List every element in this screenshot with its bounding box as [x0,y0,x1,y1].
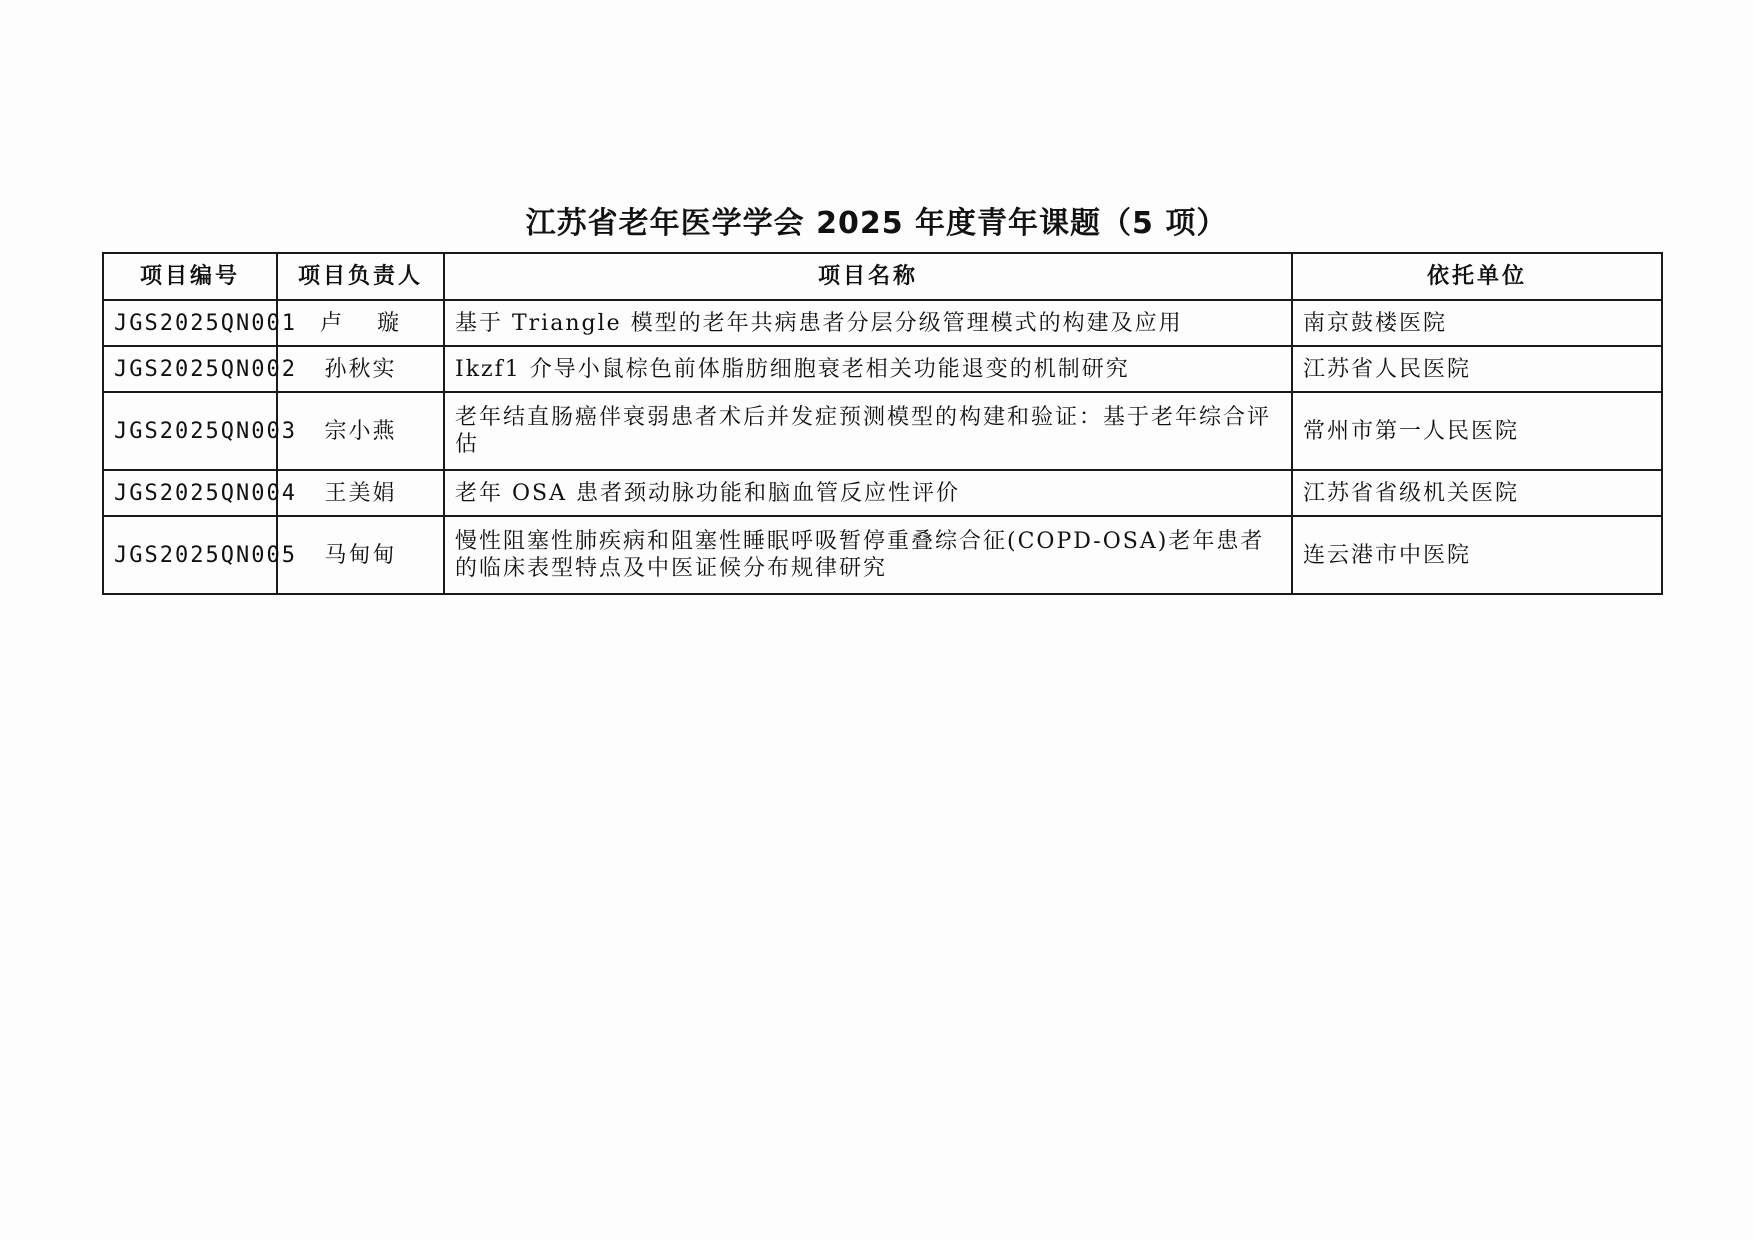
header-host-unit: 依托单位 [1292,253,1662,300]
header-project-name: 项目名称 [444,253,1292,300]
table-row [103,346,1662,392]
table-row [103,300,1662,346]
project-name: Ikzf1 介导小鼠棕色前体脂肪细胞衰老相关功能退变的机制研究 [444,346,1292,392]
project-lead: 马甸甸 [277,516,444,594]
table-row [103,470,1662,516]
project-lead: 王美娟 [277,470,444,516]
table-row [103,516,1662,594]
projects-table [102,252,1663,595]
project-lead: 孙秋实 [277,346,444,392]
project-code: JGS2025QN005 [103,516,277,594]
project-name: 基于 Triangle 模型的老年共病患者分层分级管理模式的构建及应用 [444,300,1292,346]
host-unit: 南京鼓楼医院 [1292,300,1662,346]
host-unit: 连云港市中医院 [1292,516,1662,594]
table-row [103,392,1662,470]
table-header-row [103,253,1662,300]
project-code: JGS2025QN002 [103,346,277,392]
project-name: 老年 OSA 患者颈动脉功能和脑血管反应性评价 [444,470,1292,516]
project-name: 老年结直肠癌伴衰弱患者术后并发症预测模型的构建和验证：基于老年综合评估 [444,392,1292,470]
header-project-lead: 项目负责人 [277,253,444,300]
header-project-code: 项目编号 [103,253,277,300]
project-code: JGS2025QN003 [103,392,277,470]
host-unit: 江苏省人民医院 [1292,346,1662,392]
host-unit: 常州市第一人民医院 [1292,392,1662,470]
project-name: 慢性阻塞性肺疾病和阻塞性睡眠呼吸暂停重叠综合征(COPD-OSA)老年患者的临床表型特点及中医证候分布规律研究 [444,516,1292,594]
project-lead: 宗小燕 [277,392,444,470]
host-unit: 江苏省省级机关医院 [1292,470,1662,516]
project-code: JGS2025QN001 [103,300,277,346]
project-code: JGS2025QN004 [103,470,277,516]
project-lead: 卢 璇 [277,300,444,346]
page-title: 江苏省老年医学学会 2025 年度青年课题（5 项） [525,206,1228,241]
